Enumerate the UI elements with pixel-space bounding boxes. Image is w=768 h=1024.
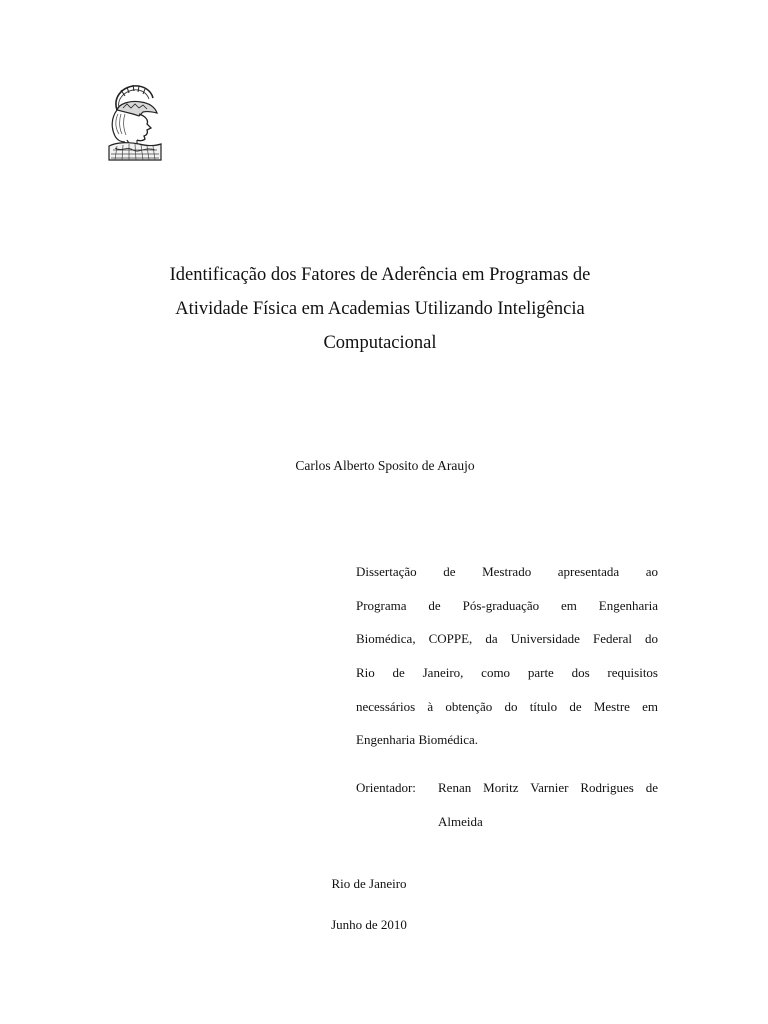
description-line: Biomédica, COPPE, da Universidade Federal do	[356, 631, 658, 647]
title-line-2: Atividade Física em Academias Utilizando Inteligência	[175, 299, 585, 319]
place: Rio de Janeiro	[331, 876, 407, 891]
title-line-3: Computacional	[323, 333, 437, 353]
date: Junho de 2010	[331, 917, 407, 932]
advisor-label: Orientador:	[356, 780, 416, 795]
description-line: Engenharia Biomédica.	[356, 732, 479, 748]
author-name: Carlos Alberto Sposito de Araujo	[295, 458, 475, 473]
description-line: Programa de Pós-graduação em Engenharia	[356, 597, 658, 613]
description-line: Rio de Janeiro, como parte dos requisitos	[356, 665, 658, 681]
description-line: Dissertação de Mestrado apresentada ao	[356, 564, 658, 579]
dissertation-description	[356, 563, 658, 765]
dissertation-title	[130, 258, 630, 360]
advisor-name-line-2: Almeida	[438, 814, 483, 829]
title-line-1: Identificação dos Fatores de Aderência em Programas de	[169, 265, 591, 285]
advisor-block	[356, 779, 658, 831]
advisor-name-line-1: Renan Moritz Varnier Rodrigues de	[438, 780, 658, 795]
description-line: necessários à obtenção do título de Mestre em	[356, 698, 658, 714]
minerva-head-emblem-icon	[103, 80, 163, 162]
